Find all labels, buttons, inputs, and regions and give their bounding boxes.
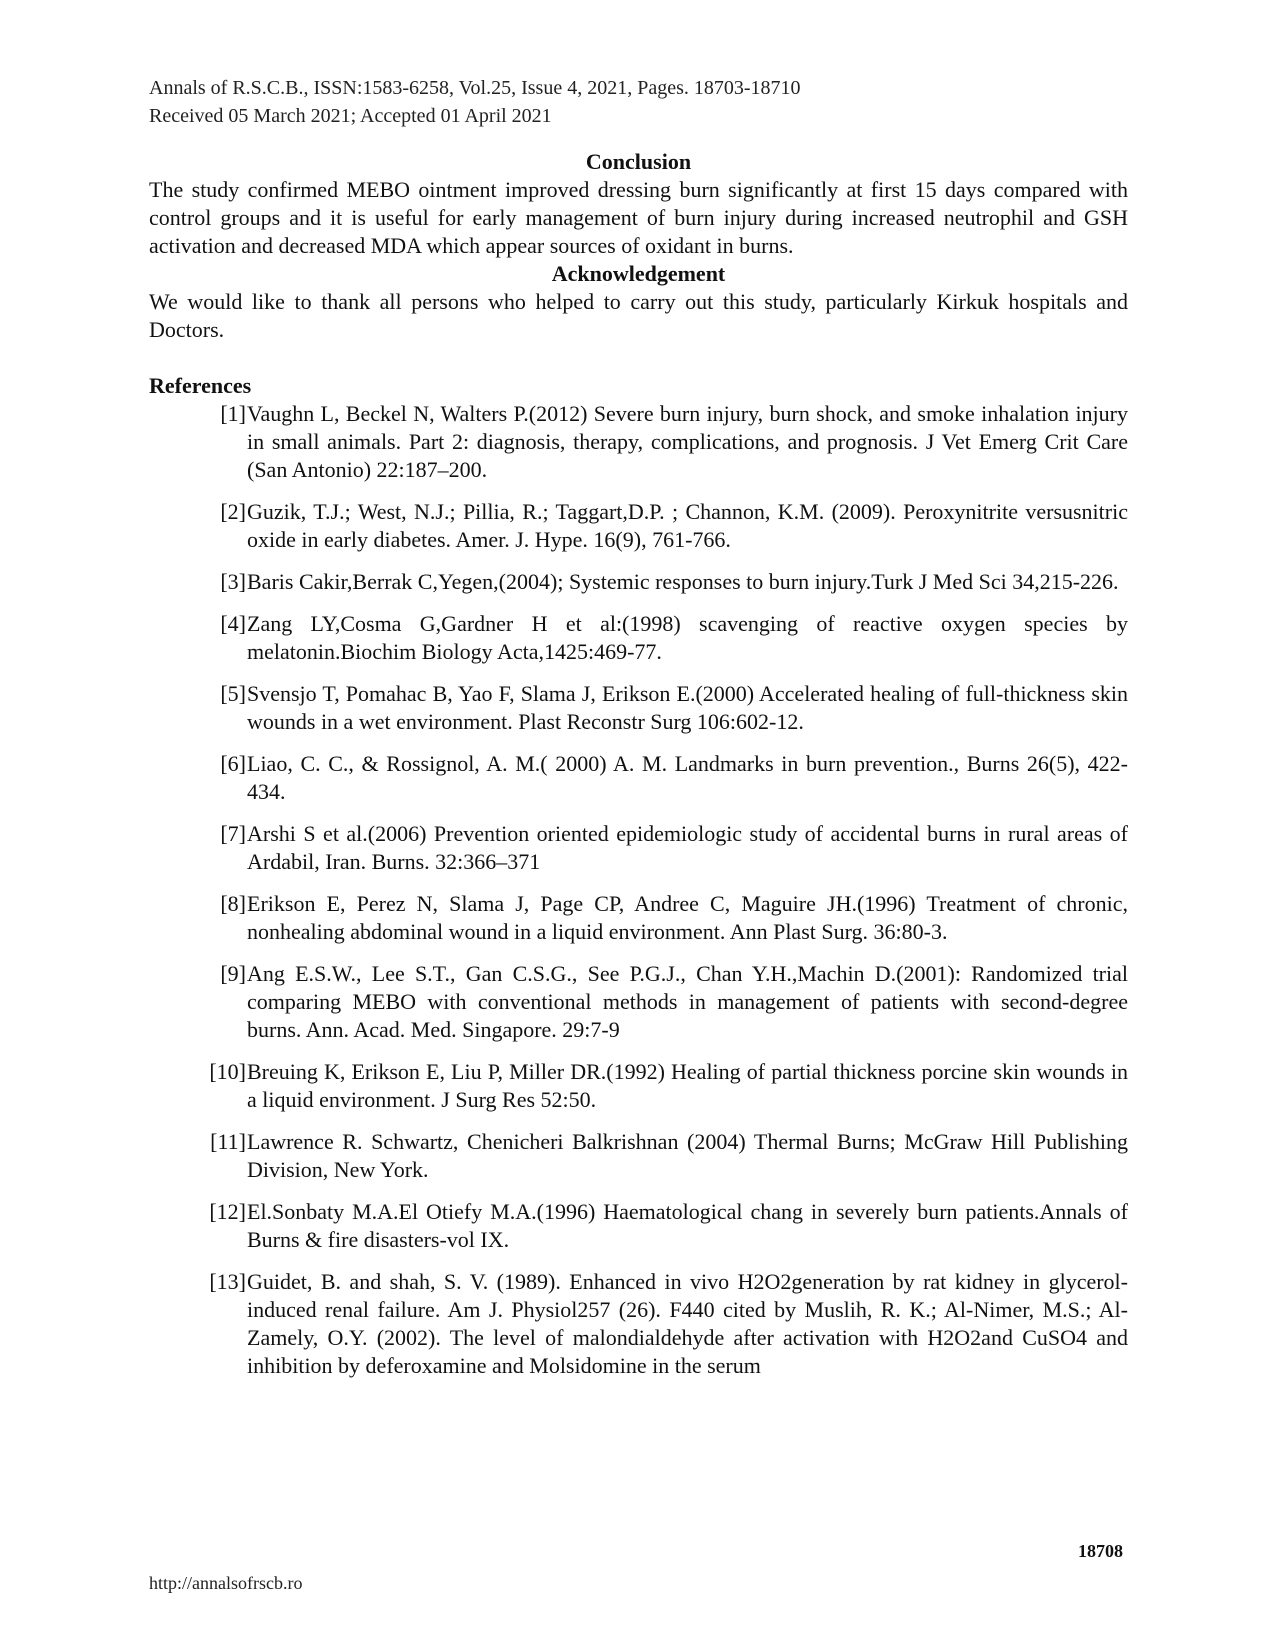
reference-text: Guidet, B. and shah, S. V. (1989). Enhanced in vivo H2O2generation by rat kidney in glycerol-induced renal failure. Am J. Physiol257 (26). F440 cited by Muslih, R. K.; Al-Nimer, M.S.; Al-Zamely, O.Y. (2002). The level of malondialdehyde after activation with H2O2and CuSO4 and inhibition by deferoxamine and Molsidomine in the serum <box>247 1269 1128 1378</box>
reference-number: [1] <box>220 401 246 426</box>
acknowledgement-text: We would like to thank all persons who helped to carry out this study, particularly Kirkuk hospitals and Doctors. <box>149 289 1128 342</box>
reference-text: Lawrence R. Schwartz, Chenicheri Balkrishnan (2004) Thermal Burns; McGraw Hill Publishing Division, New York. <box>247 1129 1128 1182</box>
reference-item <box>149 680 1128 736</box>
reference-number: [3] <box>220 569 246 594</box>
reference-item <box>149 1268 1128 1380</box>
reference-item <box>149 400 1128 484</box>
reference-number: [5] <box>220 681 246 706</box>
reference-number: [7] <box>220 821 246 846</box>
reference-item <box>149 960 1128 1044</box>
reference-number: [10] <box>209 1059 246 1084</box>
reference-text: Arshi S et al.(2006) Prevention oriented epidemiologic study of accidental burns in rural areas of Ardabil, Iran. Burns. 32:366–371 <box>247 821 1128 874</box>
reference-text: Breuing K, Erikson E, Liu P, Miller DR.(1992) Healing of partial thickness porcine skin wounds in a liquid environment. J Surg Res 52:50. <box>247 1059 1128 1112</box>
running-header <box>149 74 801 130</box>
page-number: 18708 <box>1078 1541 1123 1561</box>
conclusion-text: The study confirmed MEBO ointment improved dressing burn significantly at first 15 days compared with control groups and it is useful for early management of burn injury during increased neutrophil and GSH activation and decreased MDA which appear sources of oxidant in burns. <box>149 177 1128 258</box>
reference-number: [8] <box>220 891 246 916</box>
reference-text: Ang E.S.W., Lee S.T., Gan C.S.G., See P.G.J., Chan Y.H.,Machin D.(2001): Randomized trial comparing MEBO with conventional methods in management of patients with second-degree burns. Ann. Acad. Med. Singapore. 29:7-9 <box>247 961 1128 1042</box>
reference-text: Zang LY,Cosma G,Gardner H et al:(1998) scavenging of reactive oxygen species by melatonin.Biochim Biology Acta,1425:469-77. <box>247 611 1128 664</box>
header-journal-line: Annals of R.S.C.B., ISSN:1583-6258, Vol.25, Issue 4, 2021, Pages. 18703-18710 <box>149 77 801 99</box>
reference-number: [6] <box>220 751 246 776</box>
reference-item <box>149 1128 1128 1184</box>
reference-number: [9] <box>220 961 246 986</box>
reference-item <box>149 498 1128 554</box>
reference-item <box>149 610 1128 666</box>
references-section <box>149 372 1128 1380</box>
header-dates-line: Received 05 March 2021; Accepted 01 April 2021 <box>149 105 552 127</box>
reference-item <box>149 890 1128 946</box>
reference-item <box>149 750 1128 806</box>
reference-text: Baris Cakir,Berrak C,Yegen,(2004); Systemic responses to burn injury.Turk J Med Sci 34,215-226. <box>247 569 1119 594</box>
reference-item <box>149 820 1128 876</box>
reference-number: [11] <box>210 1129 246 1154</box>
reference-item <box>149 568 1128 596</box>
reference-text: Svensjo T, Pomahac B, Yao F, Slama J, Erikson E.(2000) Accelerated healing of full-thickness skin wounds in a wet environment. Plast Reconstr Surg 106:602-12. <box>247 681 1128 734</box>
reference-text: Erikson E, Perez N, Slama J, Page CP, Andree C, Maguire JH.(1996) Treatment of chronic, nonhealing abdominal wound in a liquid environment. Ann Plast Surg. 36:80-3. <box>247 891 1128 944</box>
references-heading: References <box>149 373 252 398</box>
footer-url: http://annalsofrscb.ro <box>149 1573 303 1593</box>
reference-text: Vaughn L, Beckel N, Walters P.(2012) Severe burn injury, burn shock, and smoke inhalation injury in small animals. Part 2: diagnosis, therapy, complications, and prognosis. J Vet Emerg Crit Care (San Antonio) 22:187–200. <box>247 401 1128 482</box>
reference-text: Guzik, T.J.; West, N.J.; Pillia, R.; Taggart,D.P. ; Channon, K.M. (2009). Peroxynitrite versusnitric oxide in early diabetes. Amer. J. Hype. 16(9), 761-766. <box>247 499 1128 552</box>
conclusion-heading: Conclusion <box>585 149 692 174</box>
page-content <box>149 148 1128 1394</box>
references-list <box>149 400 1128 1380</box>
reference-item <box>149 1058 1128 1114</box>
reference-number: [13] <box>209 1269 246 1294</box>
reference-item <box>149 1198 1128 1254</box>
conclusion-section <box>149 148 1128 260</box>
reference-number: [12] <box>209 1199 246 1224</box>
acknowledgement-section <box>149 260 1128 344</box>
reference-number: [4] <box>220 611 246 636</box>
acknowledgement-heading: Acknowledgement <box>551 261 726 286</box>
reference-text: Liao, C. C., & Rossignol, A. M.( 2000) A. M. Landmarks in burn prevention., Burns 26(5), 422-434. <box>247 751 1128 804</box>
reference-number: [2] <box>220 499 246 524</box>
reference-text: El.Sonbaty M.A.El Otiefy M.A.(1996) Haematological chang in severely burn patients.Annals of Burns & fire disasters-vol IX. <box>247 1199 1128 1252</box>
